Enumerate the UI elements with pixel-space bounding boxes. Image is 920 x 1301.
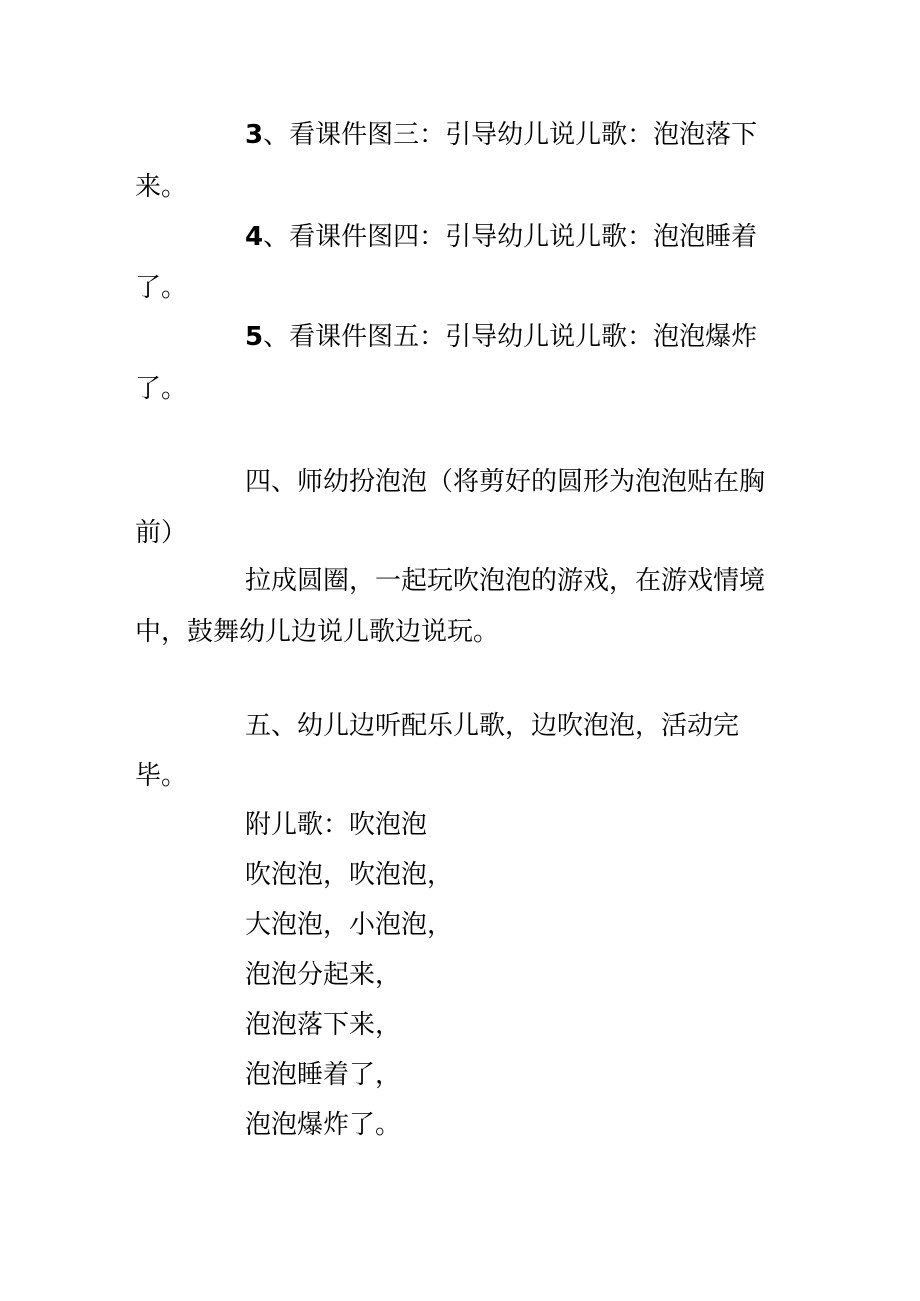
step-3-line-2: 来。 bbox=[135, 172, 188, 202]
step-number: 3 bbox=[245, 120, 264, 150]
section-4-body-line-2: 中，鼓舞幼儿边说儿歌边说玩。 bbox=[135, 617, 500, 647]
poem-line: 泡泡落下来， bbox=[245, 1010, 402, 1040]
section-4-heading-line-1: 四、师幼扮泡泡（将剪好的圆形为泡泡贴在胸 bbox=[245, 467, 766, 497]
poem-line: 大泡泡，小泡泡， bbox=[245, 910, 454, 940]
step-4-line-1 bbox=[245, 212, 757, 263]
step-5-line-1 bbox=[245, 312, 757, 363]
step-3-line-1 bbox=[245, 110, 757, 161]
section-4-heading-line-2: 前） bbox=[135, 518, 188, 548]
step-4-line-2: 了。 bbox=[135, 273, 188, 303]
step-number: 4 bbox=[245, 222, 264, 252]
step-number: 5 bbox=[245, 322, 264, 352]
section-4-body-line-1: 拉成圆圈，一起玩吹泡泡的游戏，在游戏情境 bbox=[245, 566, 766, 596]
section-5-heading-line-1: 五、幼儿边听配乐儿歌，边吹泡泡，活动完 bbox=[245, 711, 740, 741]
poem-line: 泡泡分起来， bbox=[245, 960, 402, 990]
poem-title: 附儿歌：吹泡泡 bbox=[245, 810, 428, 840]
step-text: 、看课件图四：引导幼儿说儿歌：泡泡睡着 bbox=[263, 222, 758, 252]
section-5-heading-line-2: 毕。 bbox=[135, 761, 188, 791]
step-5-line-2: 了。 bbox=[135, 374, 188, 404]
poem-line: 泡泡爆炸了。 bbox=[245, 1110, 402, 1140]
poem-line: 吹泡泡，吹泡泡， bbox=[245, 860, 454, 890]
poem-line: 泡泡睡着了， bbox=[245, 1060, 402, 1090]
step-text: 、看课件图三：引导幼儿说儿歌：泡泡落下 bbox=[263, 120, 758, 150]
step-text: 、看课件图五：引导幼儿说儿歌：泡泡爆炸 bbox=[263, 322, 758, 352]
